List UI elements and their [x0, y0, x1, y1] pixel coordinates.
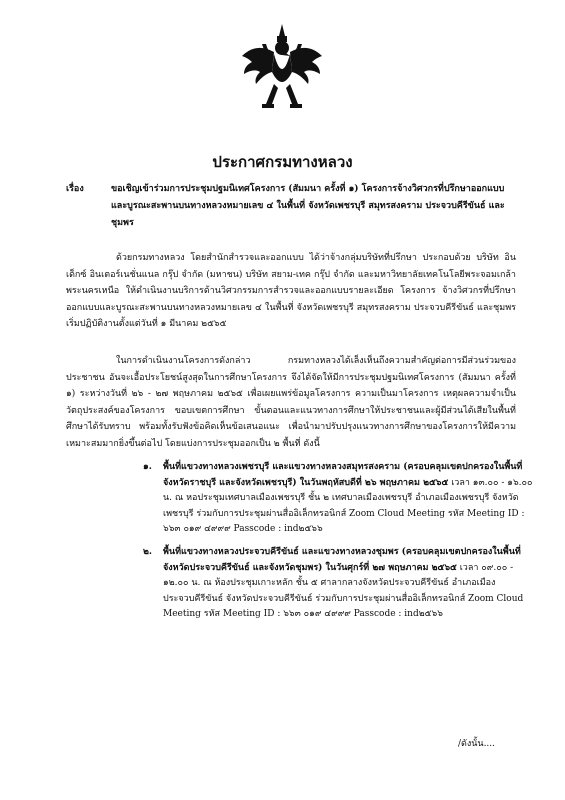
item-body: เวลา ๑๓.๐๐ - ๑๖.๐๐ น. ณ หอประชุมเทศบาลเมืองเพชรบุรี ชั้น ๒ เทศบาลเมืองเพชรบุรี อำเภอเมืองเพชรบุรี จังหวัดเพชรบุรี ร่วมกับการประชุมผ่านสื่ออิเล็กทรอนิกส์ Zoom Cloud Meeting รหัส Meeting ID : ๖๖๓ ๐๑๙ ๔๙๙๙ Passcode : ind๒๕๖๖ [163, 477, 533, 534]
announcement-title: ประกาศกรมทางหลวง [212, 153, 353, 171]
list-item [143, 545, 533, 623]
item-heading: พื้นที่แขวงทางหลวงประจวบคีรีขันธ์ และแขวงทางหลวงชุมพร (ครอบคลุมเขตปกครองในพื้นที่จังหวัดประจวบคีรีขันธ์ และจังหวัดชุมพร) ในวันศุกร์ที่ ๒๗ พฤษภาคม ๒๕๖๕ [163, 547, 521, 573]
list-item [143, 460, 533, 538]
item-number: ๑. [143, 462, 152, 472]
item-heading: พื้นที่แขวงทางหลวงเพชรบุรี และแขวงทางหลวงสมุทรสงคราม (ครอบคลุมเขตปกครองในพื้นที่จังหวัดราชบุรี และจังหวัดเพชรบุรี) ในวันพฤหัสบดีที่ ๒๖ พฤษภาคม ๒๕๖๕ [163, 462, 523, 488]
paragraph-intro: ด้วยกรมทางหลวง โดยสำนักสำรวจและออกแบบ ได้ว่าจ้างกลุ่มบริษัทที่ปรึกษา ประกอบด้วย บริษัท อินเด็กซ์ อินเตอร์เนชั่นแนล กรุ๊ป จำกัด (มหาชน) บริษัท สยาม-เทค กรุ๊ป จำกัด และมหาวิทยาลัยเทคโนโลยีพระจอมเกล้าพระนครเหนือ ให้ดำเนินงานบริการด้านวิศวกรรมการสำรวจและออกแบบรายละเอียด โครงการ จ้างวิศวกรที่ปรึกษาออกแบบและบูรณะสะพานบนทางหลวงหมายเลข ๔ ในพื้นที่ จังหวัดเพชรบุรี สมุทรสงคราม ประจวบคีรีขันธ์ และชุมพร เริ่มปฏิบัติงานตั้งแต่วันที่ ๑ มีนาคม ๒๕๖๕ [66, 253, 516, 329]
subject-label: เรื่อง [66, 184, 84, 194]
subject-text: ขอเชิญเข้าร่วมการประชุมปฐมนิเทศโครงการ (สัมมนา ครั้งที่ ๑) โครงการจ้างวิศวกรที่ปรึกษาออกแบบและบูรณะสะพานบนทางหลวงหมายเลข ๔ ในพื้นที่ จังหวัดเพชรบุรี สมุทรสงคราม ประจวบคีรีขันธ์ และชุมพร [111, 184, 505, 228]
continuation-note: /ดังนั้น.... [458, 739, 496, 749]
item-body: เวลา ๐๙.๐๐ - ๑๒.๐๐ น. ณ ห้องประชุมเกาะหลัก ชั้น ๕ ศาลากลางจังหวัดประจวบคีรีขันธ์ อำเภอเมืองประจวบคีรีขันธ์ จังหวัดประจวบคีรีขันธ์ ร่วมกับการประชุมผ่านสื่ออิเล็กทรอนิกส์ Zoom Cloud Meeting รหัส Meeting ID : ๖๖๓ ๐๑๙ ๔๙๙๙ Passcode : ind๒๕๖๖ [163, 562, 524, 619]
garuda-emblem-icon [238, 22, 326, 114]
paragraph-meeting-details: ในการดำเนินงานโครงการดังกล่าว กรมทางหลวงได้เล็งเห็นถึงความสำคัญต่อการมีส่วนร่วมของประชาชน อันจะเอื้อประโยชน์สูงสุดในการศึกษาโครงการ จึงได้จัดให้มีการประชุมปฐมนิเทศโครงการ (สัมมนา ครั้งที่ ๑) ระหว่างวันที่ ๒๖ - ๒๗ พฤษภาคม ๒๕๖๕ เพื่อเผยแพร่ข้อมูลโครงการ ความเป็นมาโครงการ เหตุผลความจำเป็น วัตถุประสงค์ของโครงการ ขอบเขตการศึกษา ขั้นตอนและแนวทางการศึกษาให้ประชาชนและผู้มีส่วนได้เสียในพื้นที่ศึกษาได้รับทราบ พร้อมทั้งรับฟังข้อคิดเห็นข้อเสนอแนะ เพื่อนำมาปรับปรุงแนวทางการศึกษาของโครงการให้มีความเหมาะสมมากยิ่งขึ้นต่อไป โดยแบ่งการประชุมออกเป็น ๒ พื้นที่ ดังนี้ [66, 356, 516, 449]
item-number: ๒. [143, 547, 153, 557]
